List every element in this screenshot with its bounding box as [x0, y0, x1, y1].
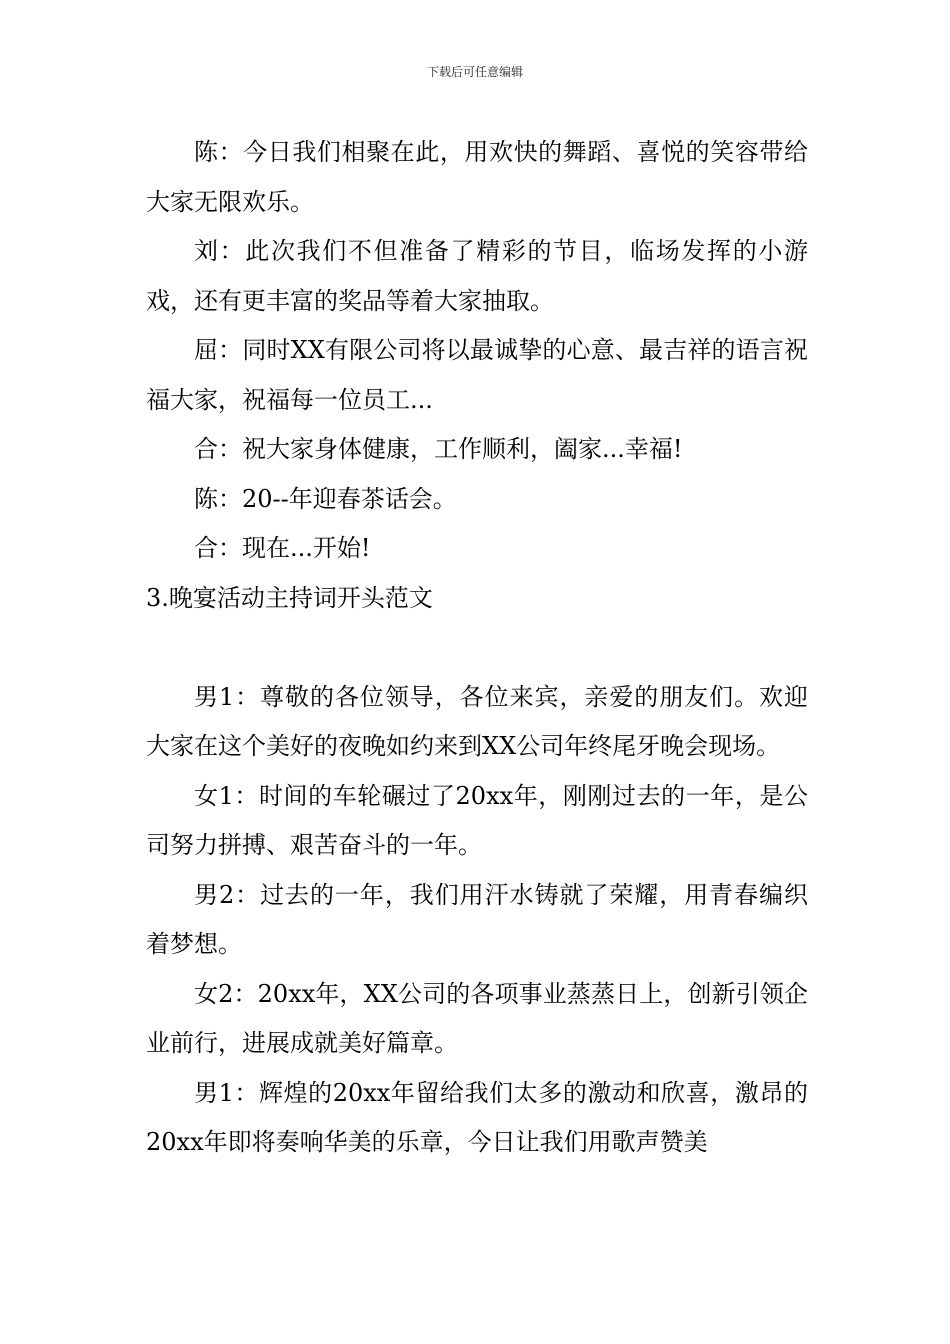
paragraph-male1-2: 男1：辉煌的20xx年留给我们太多的激动和欣喜，激昂的20xx年即将奏响华美的乐章，今日让我们用歌声赞美 — [146, 1078, 808, 1156]
section-heading: 3.晚宴活动主持词开头范文 — [146, 583, 433, 612]
blank-line — [146, 623, 808, 673]
paragraph-qu-1: 屈：同时XX有限公司将以最诚挚的心意、最吉祥的语言祝福大家，祝福每一位员工... — [146, 336, 808, 414]
page-header: 下载后可任意编辑 — [426, 65, 523, 79]
document-body — [146, 128, 808, 1168]
paragraph-male2-1: 男2：过去的一年，我们用汗水铸就了荣耀，用青春编织着梦想。 — [146, 880, 808, 958]
paragraph-male1-1: 男1：尊敬的各位领导，各位来宾，亲爱的朋友们。欢迎大家在这个美好的夜晚如约来到XX公司年终尾牙晚会现场。 — [146, 682, 808, 760]
paragraph-chen-1: 陈：今日我们相聚在此，用欢快的舞蹈、喜悦的笑容带给大家无限欢乐。 — [146, 138, 808, 216]
paragraph-together-1: 合：祝大家身体健康，工作顺利，阖家...幸福! — [194, 435, 683, 463]
paragraph-female1-1: 女1：时间的车轮碾过了20xx年，刚刚过去的一年，是公司努力拼搏、艰苦奋斗的一年。 — [146, 781, 808, 859]
paragraph-together-2: 合：现在...开始! — [194, 534, 371, 562]
paragraph-female2-1: 女2：20xx年，XX公司的各项事业蒸蒸日上，创新引领企业前行，进展成就美好篇章。 — [146, 979, 808, 1057]
paragraph-chen-2: 陈：20--年迎春茶话会。 — [194, 484, 457, 513]
paragraph-liu-1: 刘：此次我们不但准备了精彩的节目，临场发挥的小游戏，还有更丰富的奖品等着大家抽取。 — [146, 237, 808, 315]
